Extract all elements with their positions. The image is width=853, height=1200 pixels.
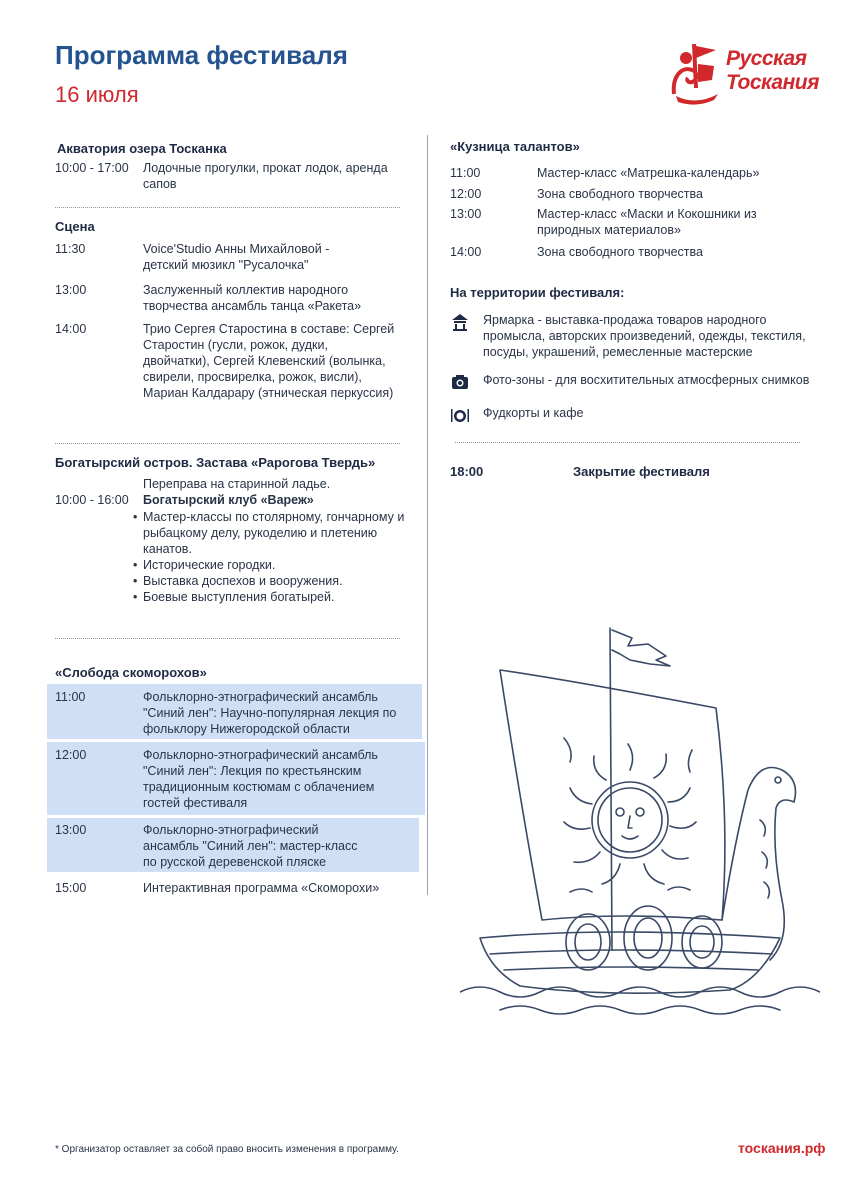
schedule-row — [55, 321, 415, 421]
section-sloboda-heading: «Слобода скоморохов» — [55, 665, 207, 680]
schedule-time: 14:00 — [55, 322, 87, 336]
divider — [55, 638, 400, 639]
schedule-text: Зона свободного творчества — [537, 245, 703, 259]
divider — [55, 207, 400, 208]
section-scena-heading: Сцена — [55, 219, 95, 234]
ostrov-intro: Переправа на старинной ладье. — [143, 477, 331, 491]
schedule-row — [55, 689, 415, 737]
territory-text: Ярмарка - выставка-продажа товаров народного промысла, авторских произведений, одежды, текстиля, посуды, украшений, ремесленные мастерские — [483, 313, 806, 359]
camera-icon — [450, 372, 470, 392]
schedule-time: 13:00 — [55, 283, 87, 297]
schedule-row — [55, 822, 415, 870]
schedule-text: Мастер-класс «Маски и Кокошники из природных материалов» — [537, 207, 757, 237]
website-link[interactable]: тоскания.рф — [738, 1140, 826, 1156]
market-icon — [450, 312, 470, 332]
closing-time: 18:00 — [450, 464, 484, 479]
schedule-time: 13:00 — [450, 207, 482, 221]
schedule-time: 10:00 - 17:00 — [55, 161, 129, 175]
schedule-time: 11:00 — [450, 166, 481, 180]
logo-text-line2: Тоскания — [726, 71, 819, 94]
schedule-text: Трио Сергея Старостина в составе: Сергей Старостин (гусли, рожок, дудки, двойчатки), Сергей Клевенский (волынка, свирели, просвирелка, рожок, висли), Мариан Калдарару (этническая перкуссия) — [143, 322, 395, 400]
schedule-row — [55, 241, 415, 275]
schedule-time: 12:00 — [55, 748, 87, 762]
schedule-row — [55, 747, 415, 811]
schedule-text: Фольклорно-этнографический ансамбль "Синий лен": Лекция по крестьянским традиционным костюмам с облачением гостей фестиваля — [143, 748, 378, 810]
schedule-text: Фольклорно-этнографический ансамбль "Синий лен": мастер-класс по русской деревенской пляске — [143, 823, 358, 869]
footer-note: * Организатор оставляет за собой право вносить изменения в программу. — [55, 1144, 399, 1155]
schedule-text: Интерактивная программа «Скоморохи» — [143, 881, 380, 895]
schedule-row — [55, 282, 415, 316]
schedule-time: 14:00 — [450, 245, 482, 259]
schedule-row — [450, 244, 810, 262]
divider — [55, 443, 400, 444]
divider — [455, 442, 800, 443]
territory-item — [450, 405, 810, 425]
list-item: • Исторические городки. — [133, 557, 408, 573]
schedule-row — [55, 880, 415, 898]
territory-text: Фудкорты и кафе — [483, 406, 584, 420]
festival-date: 16 июля — [55, 82, 139, 107]
list-item: • Боевые выступления богатырей. — [133, 589, 408, 605]
schedule-time: 11:30 — [55, 242, 86, 256]
schedule-row — [450, 206, 810, 240]
closing-text: Закрытие фестиваля — [573, 464, 710, 479]
territory-item — [450, 372, 810, 392]
schedule-row — [450, 165, 810, 183]
schedule-time: 12:00 — [450, 187, 482, 201]
schedule-text: Зона свободного творчества — [537, 187, 703, 201]
schedule-text: Заслуженный коллектив народного творчества ансамбль танца «Ракета» — [143, 283, 362, 313]
ostrov-bullet-list — [133, 509, 408, 605]
territory-text: Фото-зоны - для восхитительных атмосферных снимков — [483, 373, 810, 387]
schedule-time: 10:00 - 16:00 — [55, 493, 129, 507]
schedule-row — [450, 186, 810, 204]
schedule-time: 13:00 — [55, 823, 87, 837]
club-name: Богатырский клуб «Вареж» — [143, 493, 314, 507]
food-icon — [450, 405, 470, 425]
column-divider — [427, 135, 428, 895]
list-item: • Выставка доспехов и вооружения. — [133, 573, 408, 589]
schedule-text: Мастер-класс «Матрешка-календарь» — [537, 166, 760, 180]
schedule-text: Voice'Studio Анны Михайловой - детский мюзикл "Русалочка" — [143, 242, 330, 272]
logo-text-line1: Русская — [726, 47, 807, 70]
schedule-row — [55, 160, 415, 194]
firebird-logo-icon — [668, 36, 724, 108]
section-ostrov-heading: Богатырский остров. Застава «Рарогова Твердь» — [55, 455, 376, 470]
festival-logo — [668, 36, 818, 108]
ship-illustration — [460, 620, 820, 1020]
territory-item — [450, 312, 810, 362]
list-item: • Мастер-классы по столярному, гончарному и рыбацкому делу, рукоделию и плетению канатов. — [133, 509, 408, 557]
schedule-time: 15:00 — [55, 881, 87, 895]
section-territory-heading: На территории фестиваля: — [450, 285, 625, 300]
schedule-text: Фольклорно-этнографический ансамбль "Синий лен": Научно-популярная лекция по фольклору Нижегородской области — [143, 690, 397, 736]
section-kuznica-heading: «Кузница талантов» — [450, 139, 580, 154]
schedule-text: Лодочные прогулки, прокат лодок, аренда сапов — [143, 161, 388, 191]
section-akvatoria-heading: Акватория озера Тосканка — [57, 141, 227, 156]
page-title: Программа фестиваля — [55, 40, 348, 70]
schedule-time: 11:00 — [55, 690, 86, 704]
